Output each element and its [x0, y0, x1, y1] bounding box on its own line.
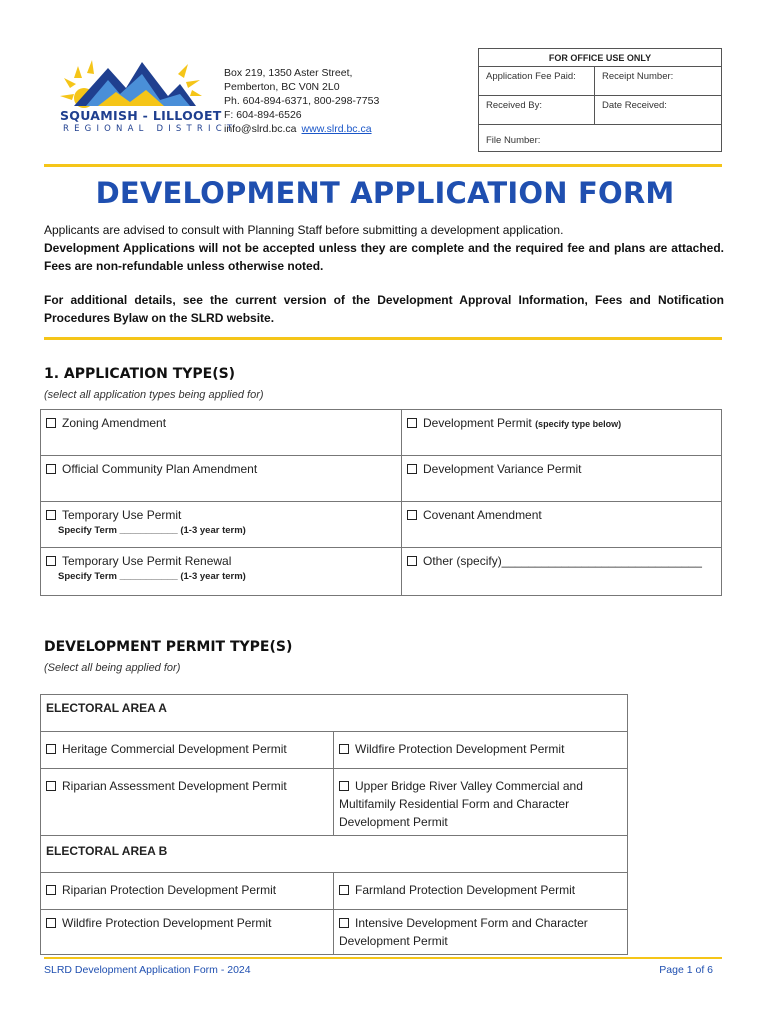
other-option[interactable]: Other (specify)______________________________: [402, 548, 722, 596]
checkbox[interactable]: [46, 510, 56, 520]
electoral-area-a-header: ELECTORAL AREA A: [41, 695, 628, 732]
electoral-area-b-header: ELECTORAL AREA B: [41, 836, 628, 873]
a-wildfire-option[interactable]: Wildfire Protection Development Permit: [334, 732, 628, 769]
section-dp-types-heading: DEVELOPMENT PERMIT TYPE(S): [44, 639, 293, 655]
file-number-field[interactable]: File Number:: [486, 135, 541, 146]
checkbox[interactable]: [46, 885, 56, 895]
footer-form-name: SLRD Development Application Form - 2024: [44, 964, 251, 976]
checkbox[interactable]: [407, 418, 417, 428]
checkbox[interactable]: [46, 918, 56, 928]
org-name: SQUAMISH - LILLOOET: [60, 108, 222, 123]
a-heritage-option[interactable]: Heritage Commercial Development Permit: [41, 732, 334, 769]
receipt-number-field[interactable]: Receipt Number:: [602, 71, 674, 82]
a-riparian-option[interactable]: Riparian Assessment Development Permit: [41, 769, 334, 836]
checkbox[interactable]: [46, 744, 56, 754]
date-received-field[interactable]: Date Received:: [602, 100, 667, 111]
checkbox[interactable]: [407, 556, 417, 566]
checkbox[interactable]: [339, 781, 349, 791]
footer-divider: [44, 957, 722, 959]
b-wildfire-option[interactable]: Wildfire Protection Development Permit: [41, 910, 334, 955]
office-use-box: [478, 48, 722, 152]
intro-divider: [44, 337, 722, 340]
intro-advice: Applicants are advised to consult with Planning Staff before submitting a development application.: [44, 223, 564, 237]
checkbox[interactable]: [339, 918, 349, 928]
intro-details: For additional details, see the current version of the Development Approval Information, Fees and Notification Procedures Bylaw on the SLRD website.: [44, 293, 724, 325]
checkbox[interactable]: [339, 744, 349, 754]
received-by-field[interactable]: Received By:: [479, 96, 595, 124]
footer-page-number: Page 1 of 6: [659, 964, 713, 976]
office-use-header: FOR OFFICE USE ONLY: [479, 49, 721, 67]
fee-paid-field[interactable]: Application Fee Paid:: [479, 67, 595, 95]
development-permit-option[interactable]: Development Permit (specify type below): [402, 410, 722, 456]
checkbox[interactable]: [407, 510, 417, 520]
tup-renewal-option[interactable]: Temporary Use Permit Renewal Specify Term ___________ (1-3 year term): [41, 548, 402, 596]
intro-requirements: Development Applications will not be accepted unless they are complete and the required fee and plans are attached. Fees are non-refundable unless otherwise noted.: [44, 241, 724, 273]
zoning-amendment-option[interactable]: Zoning Amendment: [41, 410, 402, 456]
checkbox[interactable]: [407, 464, 417, 474]
ocp-amendment-option[interactable]: Official Community Plan Amendment: [41, 456, 402, 502]
address-line: Box 219, 1350 Aster Street,: [224, 67, 353, 79]
checkbox[interactable]: [339, 885, 349, 895]
variance-permit-option[interactable]: Development Variance Permit: [402, 456, 722, 502]
section-application-types-heading: 1. APPLICATION TYPE(S): [44, 366, 236, 382]
dp-types-table: [40, 694, 628, 955]
checkbox[interactable]: [46, 556, 56, 566]
application-types-table: [40, 409, 722, 596]
email-web-line: [224, 122, 379, 136]
checkbox[interactable]: [46, 464, 56, 474]
b-riparian-option[interactable]: Riparian Protection Development Permit: [41, 873, 334, 910]
header-divider: [44, 164, 722, 167]
b-intensive-option[interactable]: Intensive Development Form and Character Development Permit: [334, 910, 628, 955]
website-link[interactable]: www.slrd.bc.ca: [301, 123, 372, 135]
checkbox[interactable]: [46, 418, 56, 428]
section-application-types-note: (select all application types being applied for): [44, 389, 264, 401]
temporary-use-permit-option[interactable]: Temporary Use Permit Specify Term ___________ (1-3 year term): [41, 502, 402, 548]
page-title: DEVELOPMENT APPLICATION FORM: [95, 176, 675, 210]
b-farmland-option[interactable]: Farmland Protection Development Permit: [334, 873, 628, 910]
checkbox[interactable]: [46, 781, 56, 791]
city-line: Pemberton, BC V0N 2L0: [224, 81, 340, 93]
section-dp-types-note: (Select all being applied for): [44, 662, 181, 674]
fax-line: F: 604-894-6526: [224, 109, 302, 121]
tup-term-field[interactable]: Specify Term ___________ (1-3 year term): [58, 525, 246, 536]
phone-line: Ph. 604-894-6371, 800-298-7753: [224, 95, 380, 107]
org-subtitle: REGIONAL DISTRICT: [63, 124, 238, 134]
contact-block: [224, 66, 379, 136]
covenant-amendment-option[interactable]: Covenant Amendment: [402, 502, 722, 548]
email-text: info@slrd.bc.ca: [224, 123, 297, 135]
tup-renewal-term-field[interactable]: Specify Term ___________ (1-3 year term): [58, 571, 246, 582]
a-bridge-river-option[interactable]: Upper Bridge River Valley Commercial and Multifamily Residential Form and Character Development Permit: [334, 769, 628, 836]
